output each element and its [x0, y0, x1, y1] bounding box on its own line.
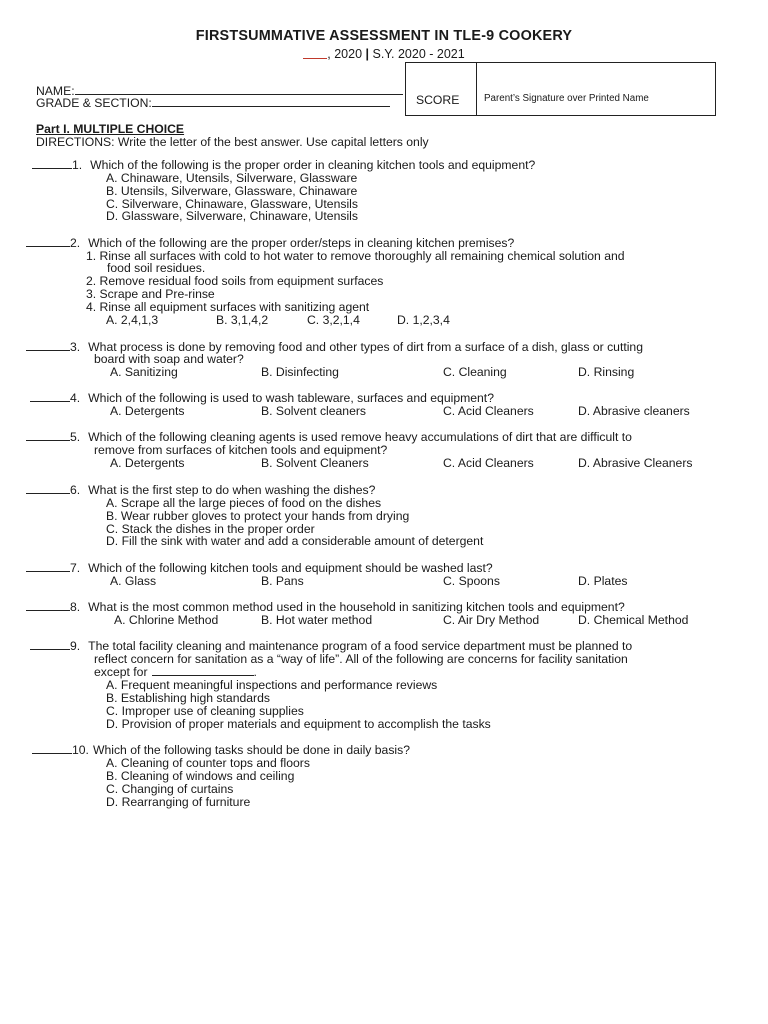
score-label: SCORE: [416, 93, 460, 107]
option: D. Provision of proper materials and equipment to accomplish the tasks: [106, 717, 491, 731]
option: D. 1,2,3,4: [397, 313, 450, 327]
answer-blank[interactable]: [26, 431, 70, 441]
answer-blank[interactable]: [26, 341, 70, 351]
directions: DIRECTIONS: Write the letter of the best answer. Use capital letters only: [36, 135, 429, 149]
document-subtitle: [0, 47, 768, 61]
grade-label: GRADE & SECTION:: [36, 96, 152, 110]
option: B. Utensils, Silverware, Glassware, Chinaware: [106, 184, 358, 198]
option: C. Stack the dishes in the proper order: [106, 522, 315, 536]
option: B. Establishing high standards: [106, 691, 270, 705]
question-8: 8. What is the most common method used in the household in sanitizing kitchen tools and equipment?: [26, 601, 625, 613]
question-3: 3. What process is done by removing food and other types of dirt from a surface of a dish, glass or cutting: [26, 341, 643, 353]
answer-blank[interactable]: [30, 640, 70, 650]
name-label: NAME:: [36, 84, 75, 98]
answer-blank[interactable]: [26, 601, 70, 611]
signature-label: Parent’s Signature over Printed Name: [484, 93, 649, 104]
question-1: 1. Which of the following is the proper order in cleaning kitchen tools and equipment?: [32, 159, 535, 171]
option: B. Wear rubber gloves to protect your hands from drying: [106, 509, 410, 523]
box-divider: [476, 62, 477, 116]
fill-blank[interactable]: [152, 666, 254, 676]
option: B. 3,1,4,2: [216, 313, 269, 327]
option: D. Chemical Method: [578, 613, 689, 627]
step: food soil residues.: [107, 261, 206, 275]
option: A. 2,4,1,3: [106, 313, 159, 327]
answer-blank[interactable]: [26, 484, 70, 494]
answer-blank[interactable]: [32, 744, 72, 754]
option: D. Glassware, Silverware, Chinaware, Utensils: [106, 209, 358, 223]
option: A. Glass: [110, 574, 157, 588]
question-4: 4. Which of the following is used to wash tableware, surfaces and equipment?: [30, 392, 494, 404]
option: D. Fill the sink with water and add a considerable amount of detergent: [106, 534, 484, 548]
step: 4. Rinse all equipment surfaces with sanitizing agent: [86, 300, 370, 314]
option: D. Rinsing: [578, 365, 635, 379]
step: 3. Scrape and Pre-rinse: [86, 287, 215, 301]
option: C. Acid Cleaners: [443, 404, 534, 418]
subtitle-separator: |: [365, 47, 370, 61]
part-heading: Part I. MULTIPLE CHOICE: [36, 122, 185, 136]
option: C. Acid Cleaners: [443, 456, 534, 470]
option: C. Changing of curtains: [106, 782, 234, 796]
answer-blank[interactable]: [26, 562, 70, 572]
document-title: FIRSTSUMMATIVE ASSESSMENT IN TLE-9 COOKERY: [195, 28, 573, 44]
question-5: 5. Which of the following cleaning agents is used remove heavy accumulations of dirt that are difficult to: [26, 431, 632, 443]
option: D. Rearranging of furniture: [106, 795, 251, 809]
question-9: 9. The total facility cleaning and maintenance program of a food service department must be planned to: [30, 640, 632, 652]
option: B. Solvent Cleaners: [261, 456, 369, 470]
option: C. Spoons: [443, 574, 500, 588]
option: A. Detergents: [110, 456, 185, 470]
option: A. Detergents: [110, 404, 185, 418]
date-year: , 2020: [327, 47, 366, 61]
date-blank: [303, 47, 327, 59]
option: A. Frequent meaningful inspections and performance reviews: [106, 678, 438, 692]
option: D. Abrasive Cleaners: [578, 456, 693, 470]
option: B. Pans: [261, 574, 304, 588]
option: D. Abrasive cleaners: [578, 404, 690, 418]
question-6: 6. What is the first step to do when washing the dishes?: [26, 484, 375, 496]
option: A. Chinaware, Utensils, Silverware, Glassware: [106, 171, 358, 185]
option: A. Scrape all the large pieces of food on the dishes: [106, 496, 382, 510]
question-text: board with soap and water?: [94, 352, 244, 366]
question-10: 10. Which of the following tasks should be done in daily basis?: [32, 744, 410, 756]
option: B. Hot water method: [261, 613, 373, 627]
option: C. Improper use of cleaning supplies: [106, 704, 304, 718]
step: 1. Rinse all surfaces with cold to hot water to remove thoroughly all remaining chemical solution and: [86, 249, 625, 263]
option: B. Cleaning of windows and ceiling: [106, 769, 295, 783]
score-signature-box: [405, 62, 716, 116]
answer-blank[interactable]: [26, 237, 70, 247]
school-year: S.Y. 2020 - 2021: [369, 47, 465, 61]
answer-blank[interactable]: [32, 159, 72, 169]
option: A. Sanitizing: [110, 365, 178, 379]
option: A. Chlorine Method: [114, 613, 219, 627]
grade-line: [152, 96, 390, 107]
question-text: reflect concern for sanitation as a “way of life”. All of the following are concerns for facility sanitation: [94, 652, 628, 666]
answer-blank[interactable]: [30, 392, 70, 402]
option: C. Air Dry Method: [443, 613, 540, 627]
option: B. Disinfecting: [261, 365, 339, 379]
name-line: [75, 84, 403, 95]
question-text: remove from surfaces of kitchen tools and equipment?: [94, 443, 388, 457]
option: D. Plates: [578, 574, 628, 588]
option: C. 3,2,1,4: [307, 313, 360, 327]
question-2: 2. Which of the following are the proper order/steps in cleaning kitchen premises?: [26, 237, 514, 249]
step: 2. Remove residual food soils from equipment surfaces: [86, 274, 384, 288]
option: C. Silverware, Chinaware, Glassware, Utensils: [106, 197, 358, 211]
question-7: 7. Which of the following kitchen tools and equipment should be washed last?: [26, 562, 493, 574]
grade-section-field[interactable]: [36, 96, 390, 109]
option: C. Cleaning: [443, 365, 507, 379]
option: B. Solvent cleaners: [261, 404, 367, 418]
question-text: except for .: [94, 665, 257, 679]
option: A. Cleaning of counter tops and floors: [106, 756, 310, 770]
